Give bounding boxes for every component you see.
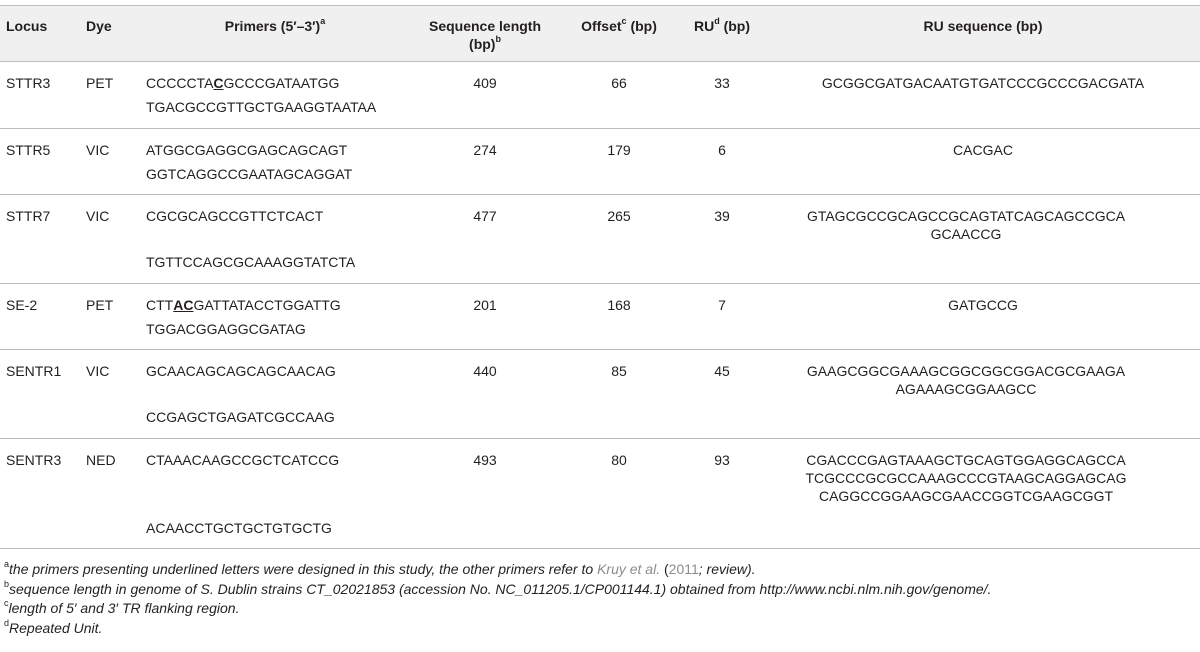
table-row <box>0 195 1200 284</box>
cell-ru-sequence: GAAGCGGCGAAAGCGGCGGCGGACGCGAAGA AGAAAGCGGAAGCC <box>806 363 1126 397</box>
header-locus: Locus <box>6 18 48 34</box>
header-primers: Primers $(5'-3')^a$ <box>224 16 326 34</box>
header-dye: Dye <box>86 18 112 34</box>
cell-ru-sequence: CACGAC <box>953 142 1013 158</box>
cell-length: 409 <box>473 75 497 91</box>
header-sequence-length: Sequence length (bp)$^b$ <box>428 18 542 52</box>
cell-offset: 265 <box>607 208 631 224</box>
cell-length: 274 <box>473 142 497 158</box>
footnote-b: $^b$sequence length in genome of S. Dublin strains CT_02021853 (accession No. NC_011205.1/CP001144.1) obtained from http://www.ncbi.nlm.nih.gov/genome/. <box>4 578 992 597</box>
reference-link[interactable]: Kruy et al. <box>597 561 661 577</box>
cell-dye: VIC <box>86 142 110 158</box>
cell-offset: 168 <box>607 297 631 313</box>
cell-locus: SENTR1 <box>6 363 62 379</box>
table-row <box>0 350 1200 439</box>
cell-ru: 93 <box>714 452 730 468</box>
cell-primers: CCCCCTACGCCCGATAATGG TGACGCCGTTGCTGAAGGTAATAA <box>146 75 377 115</box>
table-row <box>0 284 1200 350</box>
cell-dye: PET <box>86 297 114 313</box>
cell-length: 493 <box>473 452 497 468</box>
cell-ru-sequence: GTAGCGCCGCAGCCGCAGTATCAGCAGCCGCA GCAACCG <box>806 208 1126 242</box>
underlined-base: C <box>213 75 224 91</box>
header-ru: $RU^d$ (bp) <box>693 16 751 34</box>
cell-locus: STTR5 <box>6 142 51 158</box>
table-row <box>0 129 1200 195</box>
cell-primers: GCAACAGCAGCAGCAACAG CCGAGCTGAGATCGCCAAG <box>146 363 336 425</box>
cell-ru: 45 <box>714 363 730 379</box>
cell-length: 477 <box>473 208 497 224</box>
cell-locus: SENTR3 <box>6 452 62 468</box>
cell-ru: 33 <box>714 75 730 91</box>
table-row <box>0 62 1200 129</box>
cell-locus: STTR7 <box>6 208 51 224</box>
cell-offset: 85 <box>611 363 627 379</box>
cell-length: 201 <box>473 297 497 313</box>
cell-ru: 7 <box>718 297 726 313</box>
header-ru-sequence: RU sequence (bp) <box>923 18 1043 34</box>
cell-ru-sequence: GCGGCGATGACAATGTGATCCCGCCCGACGATA <box>821 75 1145 91</box>
cell-dye: VIC <box>86 208 110 224</box>
footnote-a: $^a$the primers presenting underlined letters were designed in this study, the other primers refer to Kruy et al. (2011; review). <box>4 559 756 577</box>
table-row <box>0 439 1200 549</box>
header-row <box>0 6 1200 62</box>
cell-length: 440 <box>473 363 497 379</box>
cell-offset: 179 <box>607 142 631 158</box>
cell-offset: 80 <box>611 452 627 468</box>
cell-ru-sequence: GATGCCG <box>948 297 1018 313</box>
cell-ru: 6 <box>718 142 726 158</box>
cell-primers: CGCGCAGCCGTTCTCACT TGTTCCAGCGCAAAGGTATCTA <box>146 208 356 270</box>
cell-ru-sequence: CGACCCGAGTAAAGCTGCAGTGGAGGCAGCCA TCGCCCGCGCCAAAGCCCGTAAGCAGGAGCAG CAGGCCGGAAGCGAACCGGTCGAAGCGGT <box>805 452 1127 504</box>
cell-locus: STTR3 <box>6 75 51 91</box>
cell-ru: 39 <box>714 208 730 224</box>
primer-table <box>0 5 1200 549</box>
footnote-c: $^c$length of 5′ and 3′ TR flanking region. <box>4 598 240 616</box>
cell-dye: NED <box>86 452 116 468</box>
underlined-bases: AC <box>173 297 194 313</box>
cell-primers: CTTACGATTATACCTGGATTG TGGACGGAGGCGATAG <box>146 297 341 337</box>
cell-offset: 66 <box>611 75 627 91</box>
cell-primers: CTAAACAAGCCGCTCATCCG ACAACCTGCTGCTGTGCTG <box>146 452 340 536</box>
cell-primers: ATGGCGAGGCGAGCAGCAGT GGTCAGGCCGAATAGCAGGAT <box>146 142 353 182</box>
table-footnotes <box>0 560 1200 638</box>
footnote-d: $^d$Repeated Unit. <box>4 617 103 636</box>
cell-dye: PET <box>86 75 114 91</box>
header-offset: Offset$^c$ (bp) <box>581 16 657 34</box>
cell-locus: SE-2 <box>6 297 38 313</box>
cell-dye: VIC <box>86 363 110 379</box>
